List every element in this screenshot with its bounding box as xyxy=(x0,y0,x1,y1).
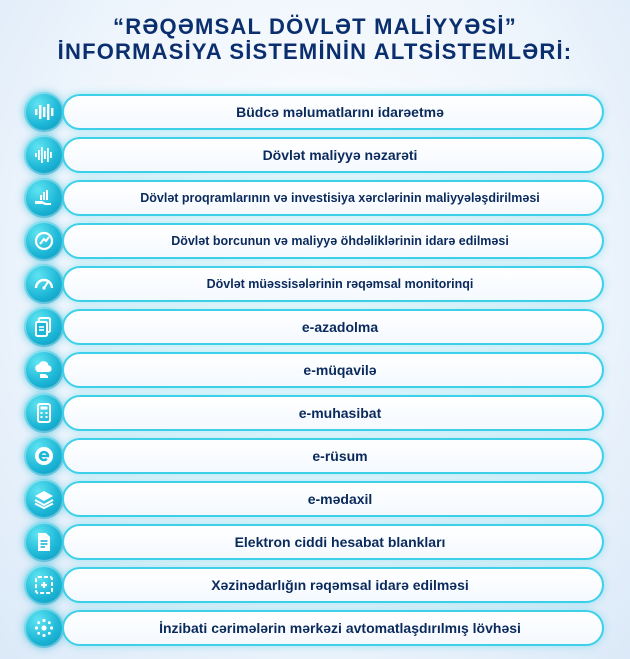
cloud-hand-icon xyxy=(24,350,64,390)
audio-bars-icon xyxy=(24,135,64,175)
list-item xyxy=(22,393,608,433)
list-item xyxy=(22,135,608,175)
calculator-icon xyxy=(24,393,64,433)
list-item-label: Dövlət maliyyə nəzarəti xyxy=(262,147,418,163)
list-item-label: Büdcə məlumatlarını idarəetmə xyxy=(236,104,444,120)
title-line-1: “RƏQƏMSAL DÖVLƏT MALİYYƏSİ” xyxy=(113,14,517,39)
list-item xyxy=(22,221,608,261)
list-item-label: İnzibati cərimələrin mərkəzi avtomatlaşdırılmış lövhəsi xyxy=(159,620,521,636)
debt-gauge-icon xyxy=(24,221,64,261)
digital-treasury-icon xyxy=(24,565,64,605)
report-document-icon xyxy=(24,522,64,562)
list-item xyxy=(22,350,608,390)
bar-signal-icon xyxy=(24,92,64,132)
list-item-label: Dövlət borcunun və maliyyə öhdəliklərinin idarə edilməsi xyxy=(171,234,509,248)
list-item xyxy=(22,264,608,304)
list-item-label: e-muhasibat xyxy=(298,405,382,421)
list-item-label: e-müqavilə xyxy=(303,362,377,378)
list-item xyxy=(22,178,608,218)
title-line-2: İNFORMASİYA SİSTEMİNİN ALTSİSTEMLƏRİ: xyxy=(57,39,573,64)
list-item xyxy=(22,92,608,132)
list-item-label: Dövlət müəssisələrinin rəqəmsal monitorinqi xyxy=(206,277,474,291)
network-hub-icon xyxy=(24,608,64,648)
list-item xyxy=(22,565,608,605)
list-item xyxy=(22,307,608,347)
list-item xyxy=(22,608,608,648)
page-title xyxy=(0,0,630,64)
layers-icon xyxy=(24,479,64,519)
list-item-label: e-mədaxil xyxy=(307,491,373,507)
list-item xyxy=(22,436,608,476)
hand-growth-chart-icon xyxy=(24,178,64,218)
list-item xyxy=(22,479,608,519)
list-item xyxy=(22,522,608,562)
list-item-label: Dövlət proqramlarının və investisiya xərclərinin maliyyələşdirilməsi xyxy=(140,191,540,205)
list-item-label: e-rüsum xyxy=(312,448,368,464)
list-item-label: e-azadolma xyxy=(301,319,379,335)
e-letter-icon xyxy=(24,436,64,476)
documents-icon xyxy=(24,307,64,347)
list-item-label: Xəzinədarlığın rəqəmsal idarə edilməsi xyxy=(211,577,469,593)
list-item-label: Elektron ciddi hesabat blankları xyxy=(234,534,446,550)
speedometer-icon xyxy=(24,264,64,304)
